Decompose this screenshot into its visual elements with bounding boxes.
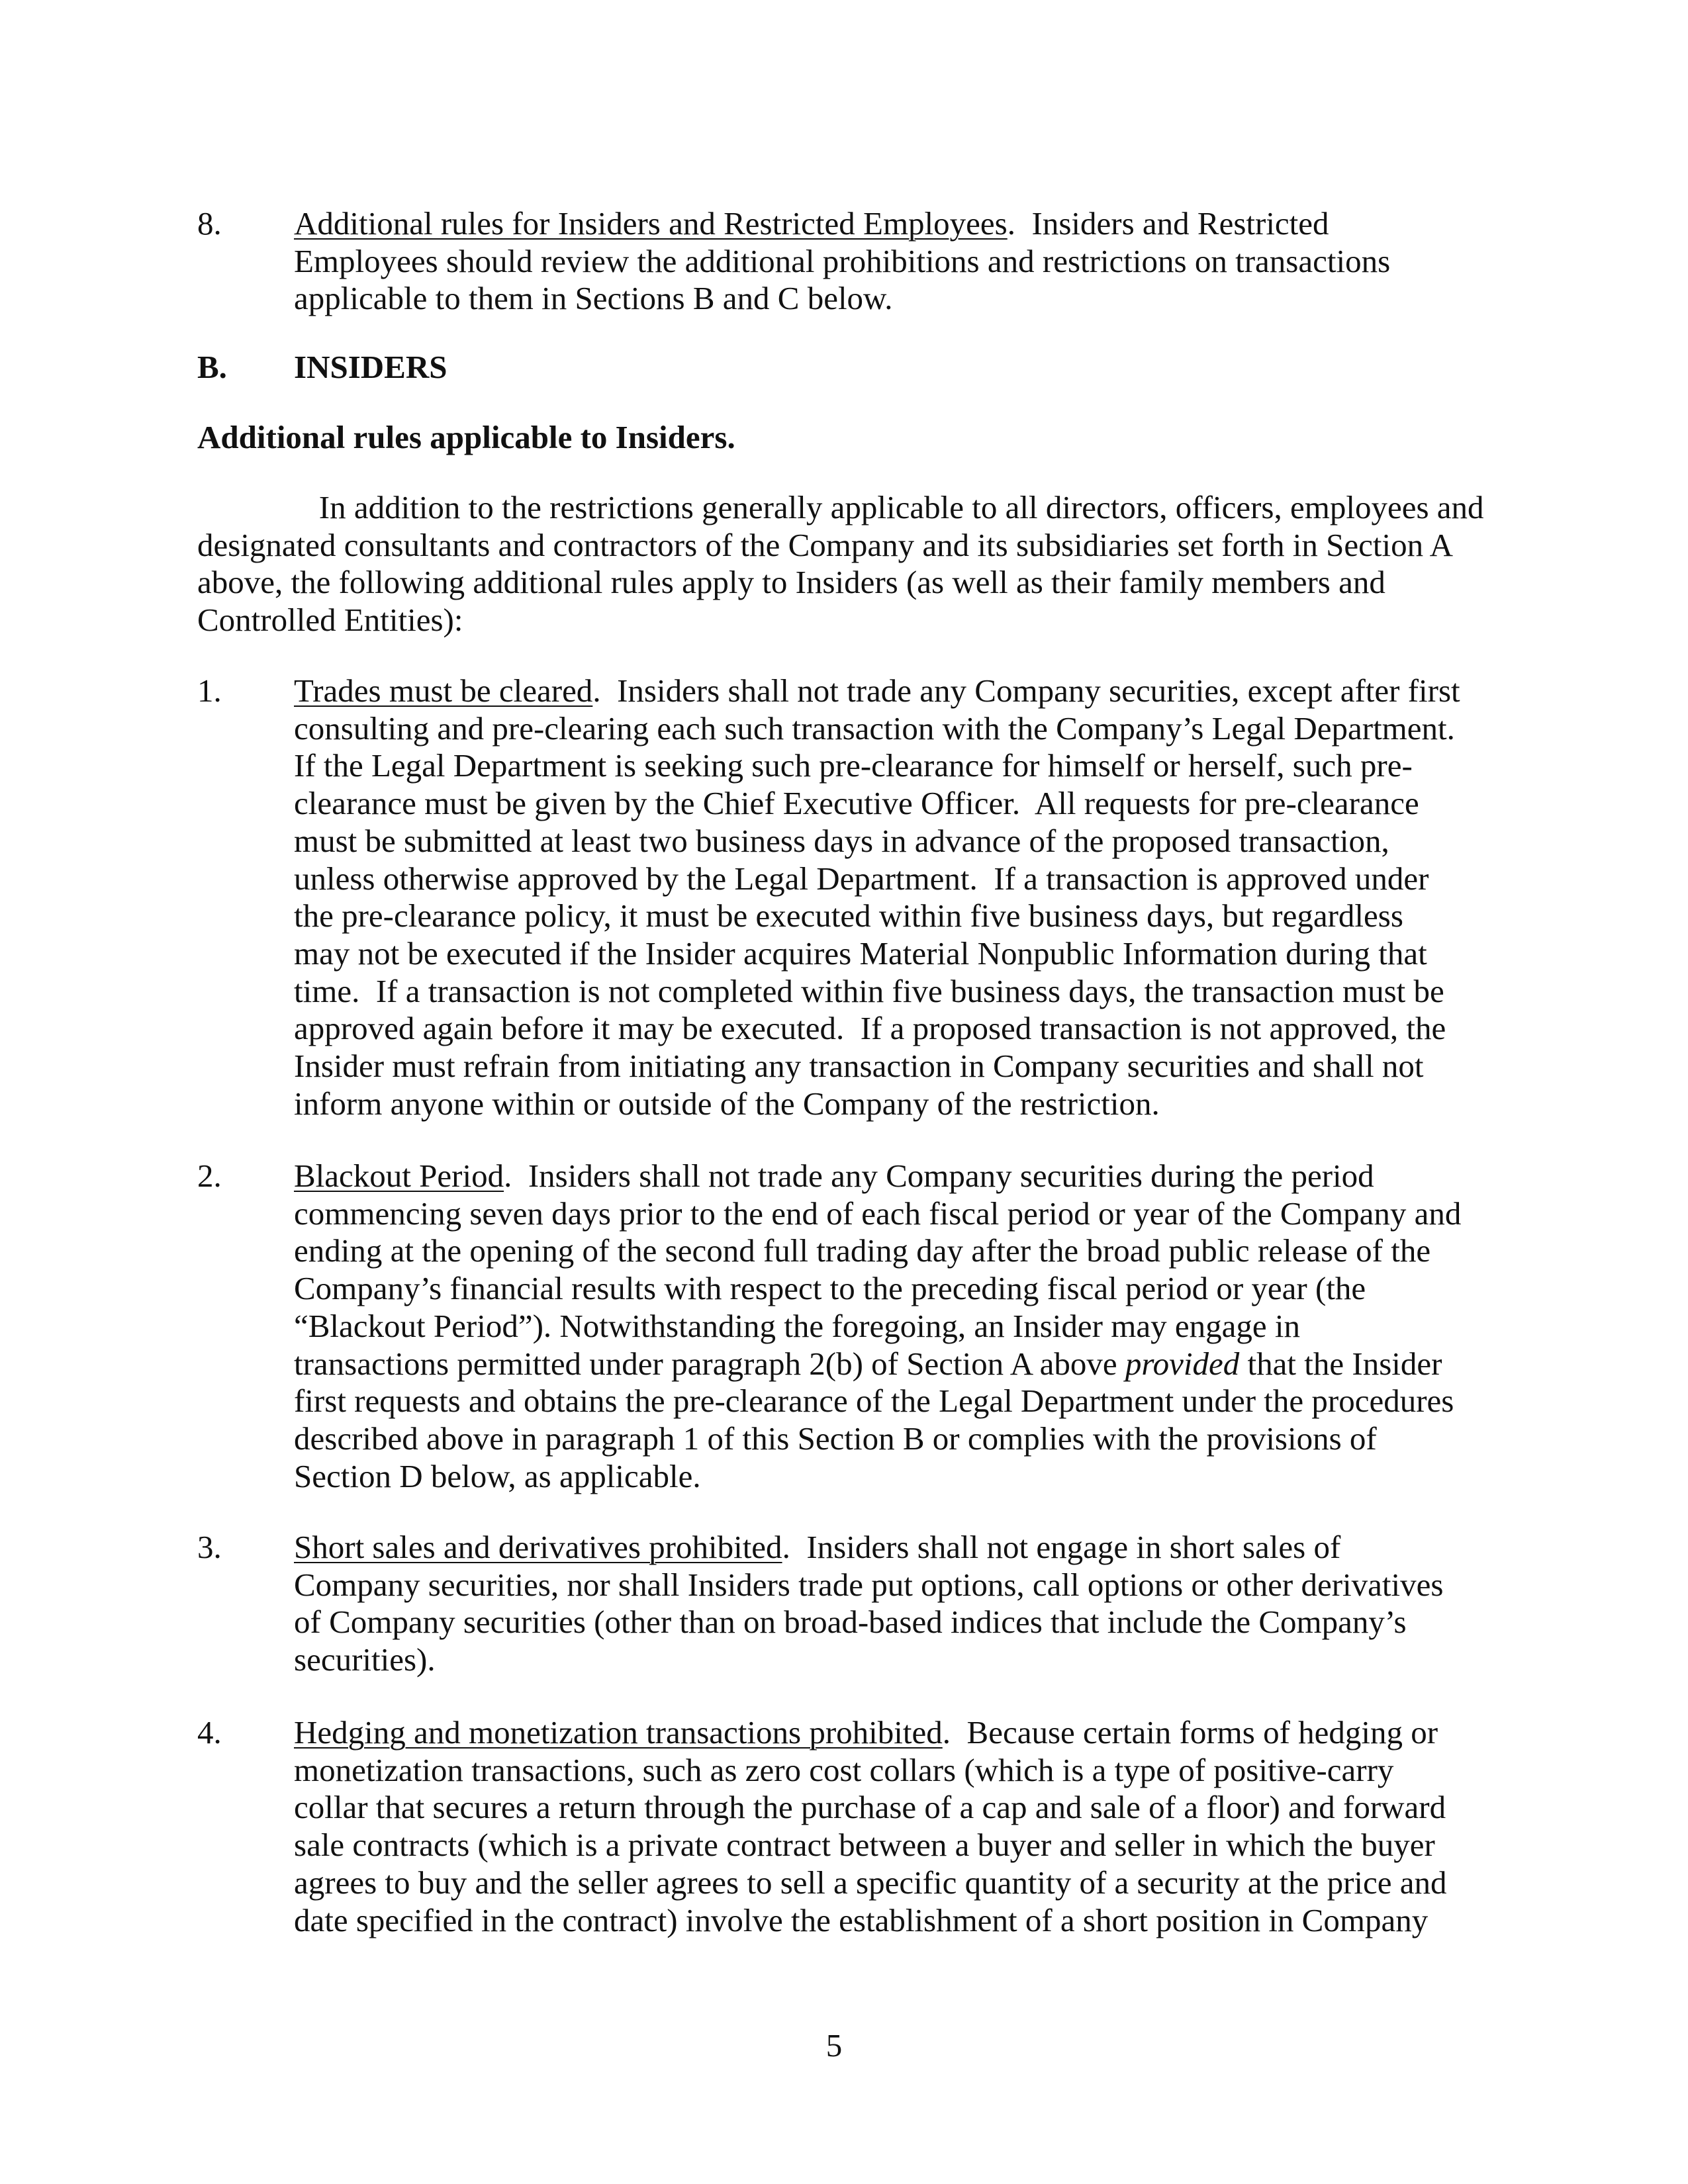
section-letter: B. xyxy=(197,349,227,385)
item-line: Company securities, nor shall Insiders trade put options, call options or other derivatives xyxy=(294,1566,1444,1603)
item-line: agrees to buy and the seller agrees to sell a specific quantity of a security at the price and xyxy=(294,1864,1447,1901)
item-heading: Blackout Period xyxy=(294,1158,504,1194)
item-number: 2. xyxy=(197,1158,222,1194)
item-line: the pre-clearance policy, it must be executed within five business days, but regardless xyxy=(294,897,1403,934)
item-body xyxy=(294,205,1390,318)
item-line: Hedging and monetization transactions prohibited. Because certain forms of hedging or xyxy=(294,1714,1438,1751)
item-line: Section D below, as applicable. xyxy=(294,1457,701,1494)
item-line: described above in paragraph 1 of this Section B or complies with the provisions of xyxy=(294,1420,1377,1457)
item-line: commencing seven days prior to the end of each fiscal period or year of the Company and xyxy=(294,1195,1462,1232)
item-line: time. If a transaction is not completed within five business days, the transaction must be xyxy=(294,972,1444,1009)
item-number: 8. xyxy=(197,205,222,242)
item-number: 1. xyxy=(197,672,222,709)
intro-line: In addition to the restrictions generally applicable to all directors, officers, employees and xyxy=(197,489,1484,525)
page-number: 5 xyxy=(825,2027,843,2064)
item-heading: Short sales and derivatives prohibited xyxy=(294,1529,782,1565)
item-line: Company’s financial results with respect to the preceding fiscal period or year (the xyxy=(294,1270,1366,1307)
item-body xyxy=(294,1529,1443,1679)
item-heading: Additional rules for Insiders and Restricted Employees xyxy=(294,205,1008,242)
item-line: collar that secures a return through the purchase of a cap and sale of a floor) and forward xyxy=(294,1789,1446,1826)
item-heading: Hedging and monetization transactions prohibited xyxy=(294,1714,943,1751)
item-heading: Trades must be cleared xyxy=(294,672,593,709)
item-line: first requests and obtains the pre-clearance of the Legal Department under the procedures xyxy=(294,1383,1454,1420)
item-line: Employees should review the additional prohibitions and restrictions on transactions xyxy=(294,242,1391,279)
item-line: must be submitted at least two business days in advance of the proposed transaction, xyxy=(294,822,1389,859)
item-line: Blackout Period. Insiders shall not trade any Company securities during the period xyxy=(294,1158,1374,1194)
item-line: securities). xyxy=(294,1641,436,1678)
item-line: inform anyone within or outside of the Company of the restriction. xyxy=(294,1085,1160,1122)
item-body xyxy=(294,1158,1461,1495)
item-line xyxy=(294,1345,1461,1383)
item-line: of Company securities (other than on broad-based indices that include the Company’s xyxy=(294,1604,1407,1641)
intro-paragraph xyxy=(197,489,1484,639)
item-number: 3. xyxy=(197,1529,222,1565)
item-line: unless otherwise approved by the Legal Department. If a transaction is approved under xyxy=(294,860,1429,897)
item-line: may not be executed if the Insider acquires Material Nonpublic Information during that xyxy=(294,934,1427,972)
emphasis-text: provided xyxy=(1125,1345,1240,1382)
item-line: date specified in the contract) involve the establishment of a short position in Company xyxy=(294,1901,1429,1938)
item-line: If the Legal Department is seeking such pre-clearance for himself or herself, such pre- xyxy=(294,747,1413,784)
item-line: consulting and pre-clearing each such transaction with the Company’s Legal Department. xyxy=(294,709,1455,747)
item-line: sale contracts (which is a private contract between a buyer and seller in which the buyer xyxy=(294,1827,1435,1864)
item-line: Trades must be cleared. Insiders shall not trade any Company securities, except after first xyxy=(294,672,1460,709)
intro-line: Controlled Entities): xyxy=(197,602,463,639)
item-line: “Blackout Period”). Notwithstanding the foregoing, an Insider may engage in xyxy=(294,1307,1300,1344)
subheading: Additional rules applicable to Insiders. xyxy=(197,419,735,455)
item-line: applicable to them in Sections B and C below. xyxy=(294,280,893,317)
item-line: monetization transactions, such as zero cost collars (which is a type of positive-carry xyxy=(294,1751,1394,1788)
intro-line: above, the following additional rules apply to Insiders (as well as their family members and xyxy=(197,564,1385,601)
text-segment: that the Insider xyxy=(1239,1345,1442,1382)
item-line: Insider must refrain from initiating any transaction in Company securities and shall not xyxy=(294,1048,1424,1085)
item-line: ending at the opening of the second full trading day after the broad public release of the xyxy=(294,1232,1431,1269)
intro-line: designated consultants and contractors of the Company and its subsidiaries set forth in Section A xyxy=(197,526,1454,563)
item-line: Additional rules for Insiders and Restricted Employees. Insiders and Restricted xyxy=(294,205,1329,242)
item-line: Short sales and derivatives prohibited. Insiders shall not engage in short sales of xyxy=(294,1529,1341,1565)
item-number: 4. xyxy=(197,1714,222,1751)
item-line: clearance must be given by the Chief Executive Officer. All requests for pre-clearance xyxy=(294,785,1419,822)
item-body xyxy=(294,1714,1447,1939)
text-segment: transactions permitted under paragraph 2(b) of Section A above xyxy=(294,1345,1125,1382)
item-line: approved again before it may be executed. If a proposed transaction is not approved, the xyxy=(294,1010,1446,1047)
section-title: INSIDERS xyxy=(294,349,447,385)
item-body xyxy=(294,672,1460,1122)
